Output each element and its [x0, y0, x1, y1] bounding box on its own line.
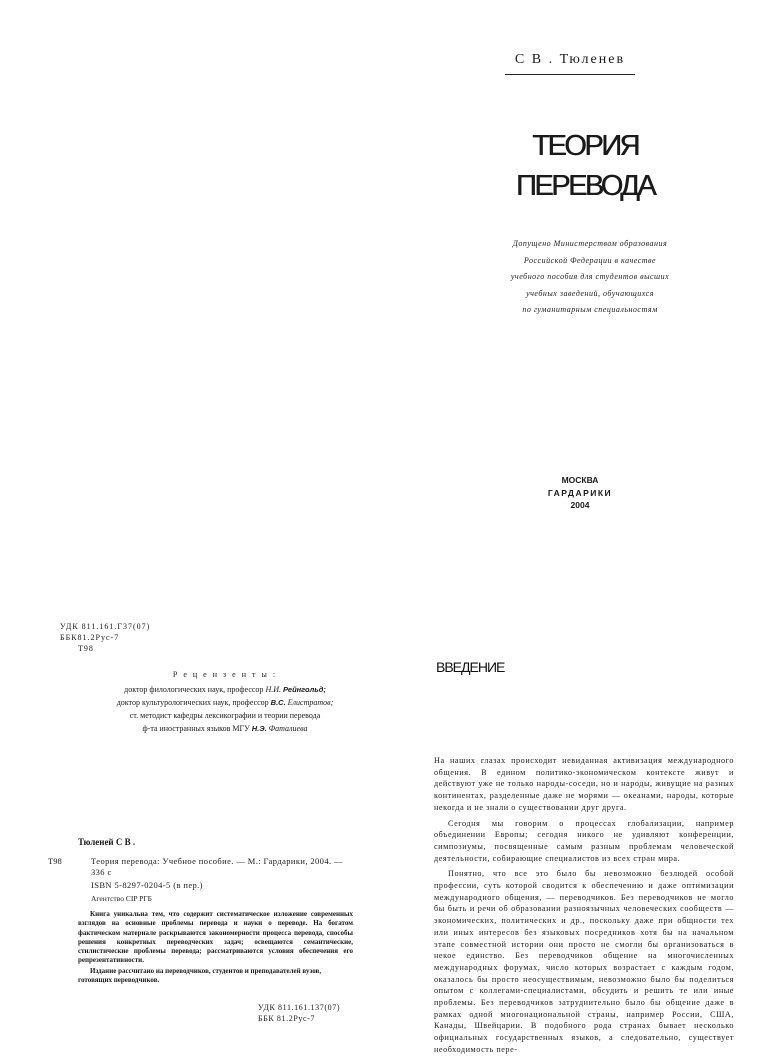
introduction-body — [434, 755, 734, 1056]
approval-line: учебных заведений, обучающихся — [526, 288, 654, 298]
classification-codes-bottom — [258, 1002, 340, 1024]
book-title-line-2: ПЕРЕВОДА — [515, 170, 655, 202]
publication-year: 2004 — [570, 500, 590, 510]
paragraph: На наших глазах происходит невиданная активизация международного общения. В едином политико-экономическом контексте живут и действуют уже не только народы-соседи, но и народы, живущие на разных континентах, разделенные даже не морями — океанами, народы, которые некогда и не знали о существовании друг друга. — [434, 756, 734, 812]
catalog-card-description: Теория перевода: Учебное пособие. — М.: Гардарики, 2004. — 336 с — [91, 856, 343, 877]
author-mark: Т98 — [78, 644, 94, 653]
audience-note: Издание рассчитано на переводчиков, студентов и преподавателей вузов, готовящих переводчиков. — [78, 967, 322, 985]
book-annotation: Книга уникальна тем, что содержит систематическое изложение современных взглядов на основные проблемы перевода и науки о переводе. На богатом фактическом материале раскрываются закономерности процесса перевода, способы решения конкретных переводческих задач; освещаются семантические, стилистические проблемы перевода; рассматриваются условия обеспечения его репрезентативности. — [78, 910, 353, 965]
approval-line: по гуманитарным специальностям — [522, 305, 658, 314]
author-name: С В . Тюленев — [505, 52, 635, 75]
approval-line: Допущено Министерством образования — [512, 239, 668, 248]
catalog-card-author: Тюленей С В . — [78, 837, 136, 847]
udk-code: УДК 811.161.Г37(07) — [60, 622, 151, 631]
classification-codes-top — [60, 621, 150, 654]
publisher-city: МОСКВА — [561, 475, 599, 485]
publisher-name: ГАРДАРИКИ — [547, 488, 613, 498]
paragraph: Понятно, что все это было бы невозможно безлюдей особой профессии, суть которой сводится к обеспечению и даже оптимизации международного общения, — переводчиков. Без переводчиков не могло бы быть и речи об образовании разноязычных человеческих сообществ — экономических, политических и др., поскольку даже при общности тех или иных интересов без языковых посредников хотя бы на начальном этапе совместной истории они просто не смогли бы организоваться в некое единство. Без переводчиков общение на многочисленных международных форумах, число которых возрастает с каждым годом, оказалось бы просто неосуществимым, невозможно было бы поделиться опытом с коллегами-специалистами, обсудить и решить те или иные проблемы. Без переводчиков затруднительно было бы общение даже в рамках одной многонациональной страны, например России, США, Канады, Швейцарии. В подобного рода странах бывает несколько официальных государственных языков, а следовательно, существует необходимость пере- — [434, 869, 734, 1054]
reviewers-heading: Р е ц е н з е н т ы : — [172, 670, 278, 679]
introduction-heading: ВВЕДЕНИЕ — [436, 659, 505, 675]
catalog-card-code: Т98 — [48, 856, 62, 866]
book-title-line-1: ТЕОРИЯ — [532, 130, 638, 162]
approval-line: Российской Федерации в качестве — [523, 255, 657, 265]
reviewer-line: ф-та иностранных языков МГУ Н.Э. Фаталиева — [142, 724, 308, 733]
approval-note — [470, 236, 710, 319]
reviewer-line: доктор филологических наук, профессор Н.И. Рейнгольд; — [124, 685, 326, 694]
cip-agency: Агентство CIP РГБ — [91, 894, 152, 903]
udk-code: УДК 811.161.137(07) — [258, 1003, 341, 1012]
reviewer-line: доктор культурологических наук, профессор В.С. Елистратов; — [116, 698, 334, 707]
isbn: ISBN 5-8297-0204-5 (в пер.) — [91, 880, 203, 890]
bbk-code: ББК 81.2Рус-7 — [258, 1014, 315, 1023]
reviewers-list — [60, 683, 390, 735]
approval-line: учебного пособия для студентов высших — [510, 272, 670, 281]
reviewer-line: ст. методист кафедры лексикографии и теории перевода — [129, 711, 321, 720]
bbk-code: ББК81.2Рус-7 — [60, 633, 120, 642]
paragraph: Сегодня мы говорим о процессах глобализации, например объединении Европы; сегодня никого не удивляют конференции, симпозиумы, посвященные самым разным проблемам человеческой деятельности, собирающие специалистов из всех стран мира. — [434, 818, 734, 863]
